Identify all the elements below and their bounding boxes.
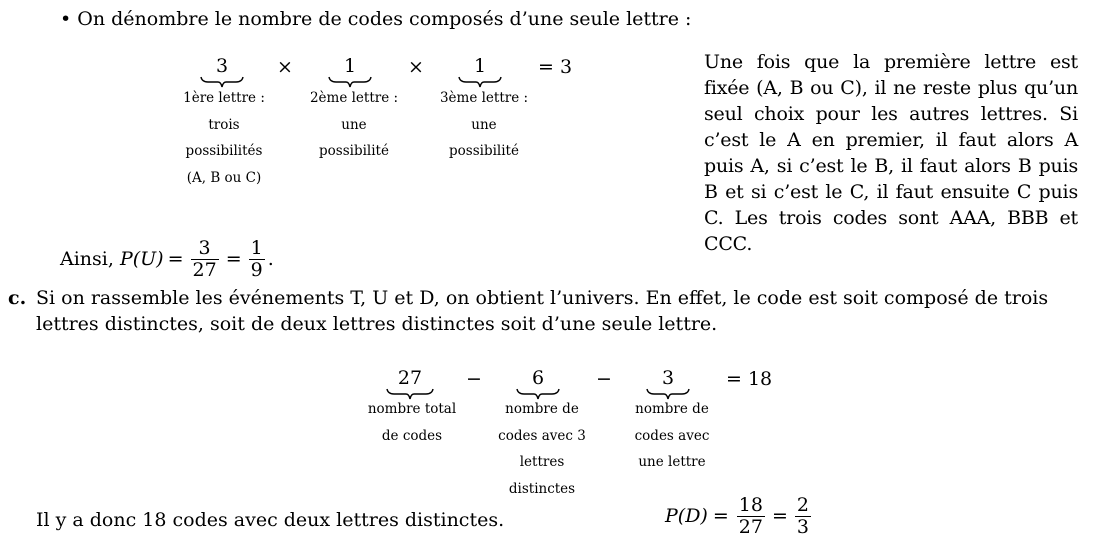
term-third-letter [454, 56, 506, 88]
label-line: (A, B ou C) [186, 169, 262, 186]
label-line: codes avec 3 [498, 427, 586, 444]
ainsi-prefix: Ainsi, [60, 248, 120, 270]
equals-sign: = [771, 505, 788, 527]
intro-line [60, 6, 691, 32]
term-value: 27 [397, 367, 423, 389]
equals-sign: = [167, 248, 184, 270]
term-total-label [352, 396, 472, 449]
numerator: 18 [738, 493, 763, 516]
fraction-3-27 [191, 238, 219, 281]
term-second-label [294, 85, 414, 165]
term-first-letter [196, 56, 248, 88]
fraction-2-3 [795, 495, 811, 538]
equals-sign: = [712, 505, 729, 527]
label-line: nombre de [635, 401, 709, 417]
fraction-1-9 [249, 238, 265, 281]
denominator: 9 [250, 258, 263, 281]
label-line: possibilité [319, 143, 389, 159]
label-line: trois [208, 116, 240, 133]
fraction-18-27 [737, 495, 765, 538]
label-line: 2ème lettre : [309, 90, 399, 106]
term-three-distinct-label [482, 396, 602, 502]
label-line: distinctes [508, 480, 576, 497]
conclusion: Il y a donc 18 codes avec deux lettres distinctes. [36, 509, 505, 531]
label-line: 1ère lettre : [183, 90, 265, 106]
term-value: 1 [343, 55, 357, 77]
numerator: 3 [198, 236, 211, 259]
label-line: nombre de [505, 401, 579, 417]
part-c [8, 285, 1098, 337]
times-sign: × [408, 56, 424, 78]
term-value: 3 [215, 55, 229, 77]
label-line: de codes [381, 427, 443, 444]
label-line: une [341, 116, 367, 133]
label-line: possibilités [185, 143, 263, 159]
label-line: lettres [519, 454, 565, 470]
minus-sign: − [466, 368, 482, 390]
label-line: possibilité [449, 143, 519, 159]
ainsi-line [60, 234, 274, 284]
probability-u: P(U) [119, 248, 164, 270]
label-line: une [471, 116, 497, 133]
term-second-letter [324, 56, 376, 88]
label-line: codes avec [634, 427, 710, 444]
aside-explanation: Une fois que la première lettre est fixée (A, B ou C), il ne reste plus qu’un seul choix pour les autres lettres. Si c’est le A en premier, il faut alors A puis A, si c’est le B, il faut alors B puis B et si c’est le C, il faut ensuite C puis C. Les trois codes sont AAA, BBB et CCC. [704, 51, 1078, 255]
numerator: 1 [250, 236, 263, 259]
probability-d: P(D) [665, 505, 708, 527]
denominator: 3 [796, 515, 809, 538]
term-value: 1 [473, 55, 487, 77]
intro-text: On dénombre le nombre de codes composés d’une seule lettre : [77, 8, 692, 30]
denominator: 27 [192, 258, 217, 281]
term-first-label [164, 85, 284, 191]
numerator: 2 [796, 493, 809, 516]
bullet: • [60, 8, 72, 30]
equals-sign: = [225, 248, 242, 270]
times-sign: × [277, 56, 293, 78]
term-value: 6 [531, 367, 545, 389]
denominator: 27 [738, 515, 763, 538]
part-c-text: Si on rassemble les événements T, U et D, on obtient l’univers. En effet, le code est soit composé de trois lettres distinctes, soit de deux lettres distinctes soit d’une seule lettre. [36, 287, 1049, 335]
part-label: c. [8, 287, 27, 309]
label-line: nombre total [367, 401, 457, 417]
result-eighteen: = 18 [726, 368, 773, 390]
term-one-letter-label [612, 396, 732, 476]
minus-sign: − [596, 368, 612, 390]
label-line: une lettre [638, 454, 706, 470]
period: . [267, 248, 274, 270]
term-third-label [424, 85, 544, 165]
result-three: = 3 [538, 56, 573, 78]
probability-d-line [665, 491, 814, 541]
term-value: 3 [661, 367, 675, 389]
label-line: 3ème lettre : [439, 90, 529, 106]
